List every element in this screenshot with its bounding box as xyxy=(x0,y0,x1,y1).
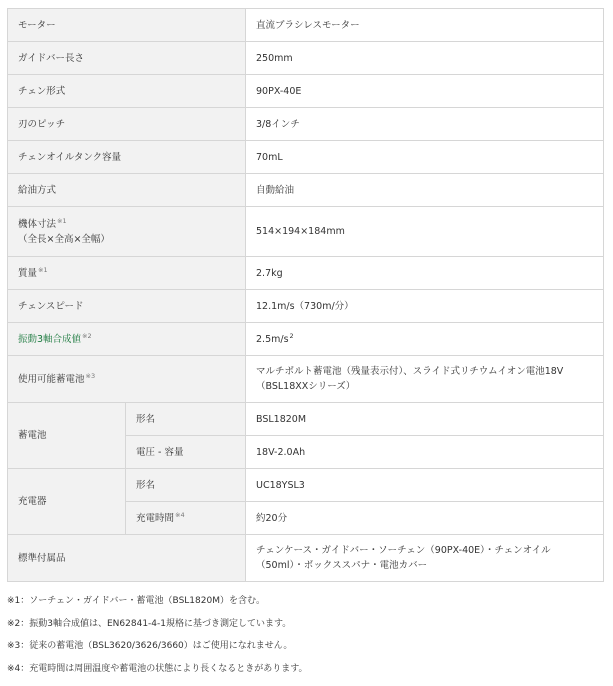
vibration-label: 振動3軸合成値 xyxy=(18,333,82,345)
vibration-value: 2.5m/s xyxy=(256,333,289,345)
note-mark: ※1 xyxy=(38,265,48,274)
table-row xyxy=(8,108,604,141)
dimensions-sub: （全長×全高×全幅） xyxy=(18,233,110,245)
row-label-usable-battery xyxy=(8,356,246,403)
table-row xyxy=(8,323,604,356)
row-label-chain-speed: チェンスピード xyxy=(8,290,246,323)
table-row xyxy=(8,42,604,75)
row-value-dimensions: 514×194×184mm xyxy=(246,207,604,257)
accessories-line1: チェンケース・ガイドバー・ソーチェン（90PX-40E）・チェンオイル xyxy=(256,545,551,556)
usable-battery-line2: （BSL18XXシリーズ） xyxy=(256,381,356,392)
row-label-accessories: 標準付属品 xyxy=(8,535,246,582)
mass-label: 質量 xyxy=(18,267,38,279)
row-label-oiling: 給油方式 xyxy=(8,174,246,207)
footnote: ※4：充電時間は周囲温度や蓄電池の状態により長くなるときがあります。 xyxy=(7,663,308,674)
table-row xyxy=(8,257,604,290)
row-value-oil-tank: 70mL xyxy=(246,141,604,174)
note-mark: ※2 xyxy=(82,331,92,340)
row-label-oil-tank: チェンオイルタンク容量 xyxy=(8,141,246,174)
table-row xyxy=(8,469,604,502)
row-value-chain-type: 90PX-40E xyxy=(246,75,604,108)
row-value-usable-battery xyxy=(246,356,604,403)
table-row xyxy=(8,75,604,108)
usable-battery-label: 使用可能蓄電池 xyxy=(18,373,85,385)
footnote: ※3：従来の蓄電池（BSL3620/3626/3660）はご使用になれません。 xyxy=(7,641,293,651)
footnote: ※1：ソーチェン・ガイドバー・蓄電池（BSL1820M）を含む。 xyxy=(7,596,265,606)
sub-label-charger-time xyxy=(126,502,246,535)
row-value-motor: 直流ブラシレスモーター xyxy=(246,9,604,42)
table-row xyxy=(8,535,604,582)
group-label-battery: 蓄電池 xyxy=(8,403,126,469)
table-row xyxy=(8,9,604,42)
row-label-motor: モーター xyxy=(8,9,246,42)
footnote: ※2：振動3軸合成値は、EN62841-4-1規格に基づき測定しています。 xyxy=(7,618,292,629)
row-label-vibration xyxy=(8,323,246,356)
note-mark: ※4 xyxy=(175,510,185,519)
sub-value-charger-time: 約20分 xyxy=(246,502,604,535)
row-value-vibration xyxy=(246,323,604,356)
table-row xyxy=(8,290,604,323)
table-row xyxy=(8,403,604,436)
note-mark: ※3 xyxy=(85,371,96,380)
dimensions-label: 機体寸法 xyxy=(18,218,57,230)
sub-label-battery-model: 形名 xyxy=(126,403,246,436)
row-label-chain-type: チェン形式 xyxy=(8,75,246,108)
group-label-charger: 充電器 xyxy=(8,469,126,535)
row-label-mass xyxy=(8,257,246,290)
row-value-mass: 2.7kg xyxy=(246,257,604,290)
sub-value-battery-model: BSL1820M xyxy=(246,403,604,436)
footnotes xyxy=(7,596,603,686)
table-row xyxy=(8,356,604,403)
charger-time-label: 充電時間 xyxy=(136,512,175,524)
row-value-chain-speed: 12.1m/s（730m/分） xyxy=(246,290,604,323)
table-row xyxy=(8,141,604,174)
sub-label-charger-model: 形名 xyxy=(126,469,246,502)
row-value-oiling: 自動給油 xyxy=(246,174,604,207)
sub-value-battery-voltage: 18V-2.0Ah xyxy=(246,436,604,469)
table-row xyxy=(8,174,604,207)
row-value-accessories xyxy=(246,535,604,582)
spec-table xyxy=(7,8,604,582)
row-value-pitch: 3/8インチ xyxy=(246,108,604,141)
row-value-guide-bar: 250mm xyxy=(246,42,604,75)
usable-battery-line1: マルチボルト蓄電池（残量表示付）、スライド式リチウムイオン電池18V xyxy=(256,366,564,377)
row-label-dimensions xyxy=(8,207,246,257)
table-row xyxy=(8,207,604,257)
row-label-guide-bar: ガイドバー長さ xyxy=(8,42,246,75)
accessories-line2: （50ml）・ボックススパナ・電池カバー xyxy=(256,560,428,571)
vibration-value-exponent: 2 xyxy=(289,331,294,340)
note-mark: ※1 xyxy=(57,216,67,225)
sub-label-battery-voltage: 電圧 - 容量 xyxy=(126,436,246,469)
row-label-pitch: 刃のピッチ xyxy=(8,108,246,141)
sub-value-charger-model: UC18YSL3 xyxy=(246,469,604,502)
